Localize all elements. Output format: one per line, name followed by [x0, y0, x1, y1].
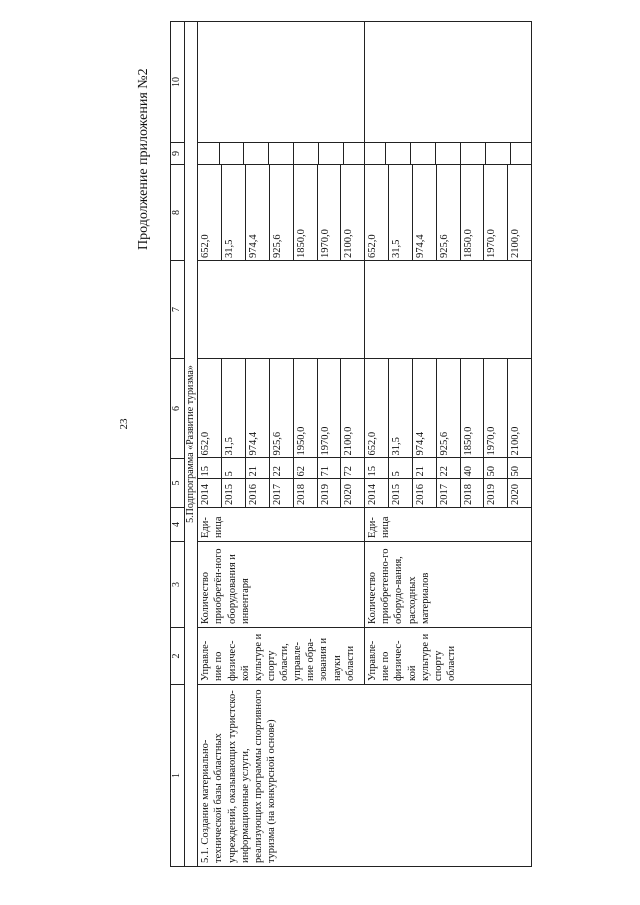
col8-row [388, 165, 412, 260]
amount-cell: 2100,0 [341, 359, 364, 458]
amount-cell: 1850,0 [460, 359, 484, 458]
amount-cell: 2100,0 [508, 359, 531, 458]
value-row [388, 359, 412, 507]
col9-empty-cell [294, 143, 319, 164]
amount-cell: 925,6 [436, 359, 460, 458]
col9-empty-cell [365, 143, 386, 164]
col8-row [460, 165, 484, 260]
value-row [365, 359, 388, 507]
value-row [221, 359, 245, 507]
col8-amount-cell: 974,4 [245, 165, 269, 260]
year-cell: 2015 [388, 479, 412, 507]
block1-row [198, 22, 365, 867]
col9-empty-cell [319, 143, 344, 164]
col8-amount-cell: 1850,0 [460, 165, 484, 260]
quantity-cell: 50 [484, 458, 508, 479]
col8-amount-cell: 1970,0 [317, 165, 341, 260]
block2-values [365, 359, 532, 508]
amount-cell: 652,0 [365, 359, 388, 458]
block1-col10 [198, 22, 365, 143]
block1-executor: Управле-ние по физичес-кой культуре и спорту области, управле-ние обра-зования и науки области [198, 628, 365, 685]
measure-description: 5.1. Создание материально-технической базы областных учреждений, оказывающих туристско-информационные услуги, реализующих программы спортивного туризма (на конкурсной основе) [198, 685, 532, 867]
col9-row [198, 143, 219, 164]
col9-empty-cell [485, 143, 510, 164]
header-col-5: 5 [171, 459, 185, 508]
value-row [293, 359, 317, 507]
header-col-8: 8 [171, 165, 185, 261]
year-cell: 2019 [484, 479, 508, 507]
col8-row [245, 165, 269, 260]
block1-values-table [198, 359, 364, 507]
col9-row [219, 143, 244, 164]
col8-amount-cell: 652,0 [198, 165, 221, 260]
col9-empty-cell [510, 143, 531, 164]
col9-empty-cell [386, 143, 411, 164]
col8-row [198, 165, 221, 260]
amount-cell: 31,5 [221, 359, 245, 458]
block1-col8 [198, 165, 365, 261]
quantity-cell: 15 [198, 458, 221, 479]
header-col-6: 6 [171, 359, 185, 459]
col8-amount-cell: 925,6 [269, 165, 293, 260]
header-col-1: 1 [171, 685, 185, 867]
rotated-table-container [170, 22, 532, 867]
col9-empty-cell [219, 143, 244, 164]
amount-cell: 974,4 [412, 359, 436, 458]
amount-cell: 1970,0 [317, 359, 341, 458]
quantity-cell: 22 [269, 458, 293, 479]
year-cell: 2015 [221, 479, 245, 507]
quantity-cell: 22 [436, 458, 460, 479]
value-row [508, 359, 531, 507]
header-col-4: 4 [171, 508, 185, 542]
col8-row [317, 165, 341, 260]
col9-row [460, 143, 485, 164]
quantity-cell: 21 [245, 458, 269, 479]
amount-cell: 652,0 [198, 359, 221, 458]
quantity-cell: 62 [293, 458, 317, 479]
year-cell: 2020 [341, 479, 364, 507]
col8-amount-cell: 31,5 [388, 165, 412, 260]
subprogram-title: 5.Подпрограмма «Развитие туризма» [184, 22, 198, 867]
value-row [460, 359, 484, 507]
block2-col8 [365, 165, 532, 261]
col8-row [412, 165, 436, 260]
col9-row [485, 143, 510, 164]
col9-row [319, 143, 344, 164]
year-cell: 2017 [269, 479, 293, 507]
value-row [341, 359, 364, 507]
header-col-9: 9 [171, 143, 185, 165]
col8-row [221, 165, 245, 260]
col8-amount-cell: 1850,0 [293, 165, 317, 260]
col8-amount-cell: 31,5 [221, 165, 245, 260]
year-cell: 2020 [508, 479, 531, 507]
col9-empty-cell [460, 143, 485, 164]
col8-row [293, 165, 317, 260]
value-row [412, 359, 436, 507]
col8-amount-cell: 925,6 [436, 165, 460, 260]
year-cell: 2016 [412, 479, 436, 507]
value-row [198, 359, 221, 507]
quantity-cell: 5 [388, 458, 412, 479]
col9-row [343, 143, 364, 164]
block1-indicator: Количество приобретён-ного оборудования и инвентаря [198, 542, 365, 628]
value-row [436, 359, 460, 507]
value-row [269, 359, 293, 507]
col9-row [386, 143, 411, 164]
block2-indicator: Количество приобретенно-го оборудо-вания, расходных материалов [365, 542, 532, 628]
col9-empty-cell [436, 143, 461, 164]
amount-cell: 31,5 [388, 359, 412, 458]
value-row [317, 359, 341, 507]
value-row [245, 359, 269, 507]
block1-col9 [198, 143, 365, 165]
quantity-cell: 50 [508, 458, 531, 479]
quantity-cell: 5 [221, 458, 245, 479]
year-cell: 2016 [245, 479, 269, 507]
col9-row [365, 143, 386, 164]
header-col-10: 10 [171, 22, 185, 143]
col8-row [269, 165, 293, 260]
block2-col10 [365, 22, 532, 143]
col9-empty-cell [269, 143, 294, 164]
header-col-2: 2 [171, 628, 185, 685]
col9-row [436, 143, 461, 164]
col8-amount-cell: 2100,0 [341, 165, 364, 260]
quantity-cell: 15 [365, 458, 388, 479]
block2-executor: Управле-ние по физичес-кой культуре и спорту области [365, 628, 532, 685]
header-col-7: 7 [171, 261, 185, 359]
col8-row [365, 165, 388, 260]
block1-values [198, 359, 365, 508]
amount-cell: 1970,0 [484, 359, 508, 458]
col9-row [269, 143, 294, 164]
col9-row [510, 143, 531, 164]
subprogram-table [170, 21, 532, 867]
col8-row [508, 165, 531, 260]
block2-col9 [365, 143, 532, 165]
header-row [171, 22, 185, 867]
col8-amount-cell: 652,0 [365, 165, 388, 260]
year-cell: 2017 [436, 479, 460, 507]
block1-col7 [198, 261, 365, 359]
col9-empty-cell [411, 143, 436, 164]
block2-values-table [365, 359, 531, 507]
amount-cell: 974,4 [245, 359, 269, 458]
subprogram-row [184, 22, 198, 867]
col8-row [484, 165, 508, 260]
col8-amount-cell: 2100,0 [508, 165, 531, 260]
col9-row [294, 143, 319, 164]
amount-cell: 1950,0 [293, 359, 317, 458]
page-number: 23 [118, 418, 130, 430]
block1-unit: Еди-ница [198, 508, 365, 542]
year-cell: 2014 [365, 479, 388, 507]
col8-amount-cell: 974,4 [412, 165, 436, 260]
year-cell: 2018 [293, 479, 317, 507]
col9-row [244, 143, 269, 164]
col8-row [436, 165, 460, 260]
quantity-cell: 72 [341, 458, 364, 479]
col9-empty-cell [244, 143, 269, 164]
quantity-cell: 40 [460, 458, 484, 479]
year-cell: 2018 [460, 479, 484, 507]
col9-empty-cell [343, 143, 364, 164]
col8-amount-cell: 1970,0 [484, 165, 508, 260]
year-cell: 2014 [198, 479, 221, 507]
col9-empty-cell [198, 143, 219, 164]
col8-row [341, 165, 364, 260]
block2-unit: Еди-ница [365, 508, 532, 542]
quantity-cell: 21 [412, 458, 436, 479]
amount-cell: 925,6 [269, 359, 293, 458]
year-cell: 2019 [317, 479, 341, 507]
value-row [484, 359, 508, 507]
col9-row [411, 143, 436, 164]
quantity-cell: 71 [317, 458, 341, 479]
block2-col7 [365, 261, 532, 359]
header-col-3: 3 [171, 542, 185, 628]
